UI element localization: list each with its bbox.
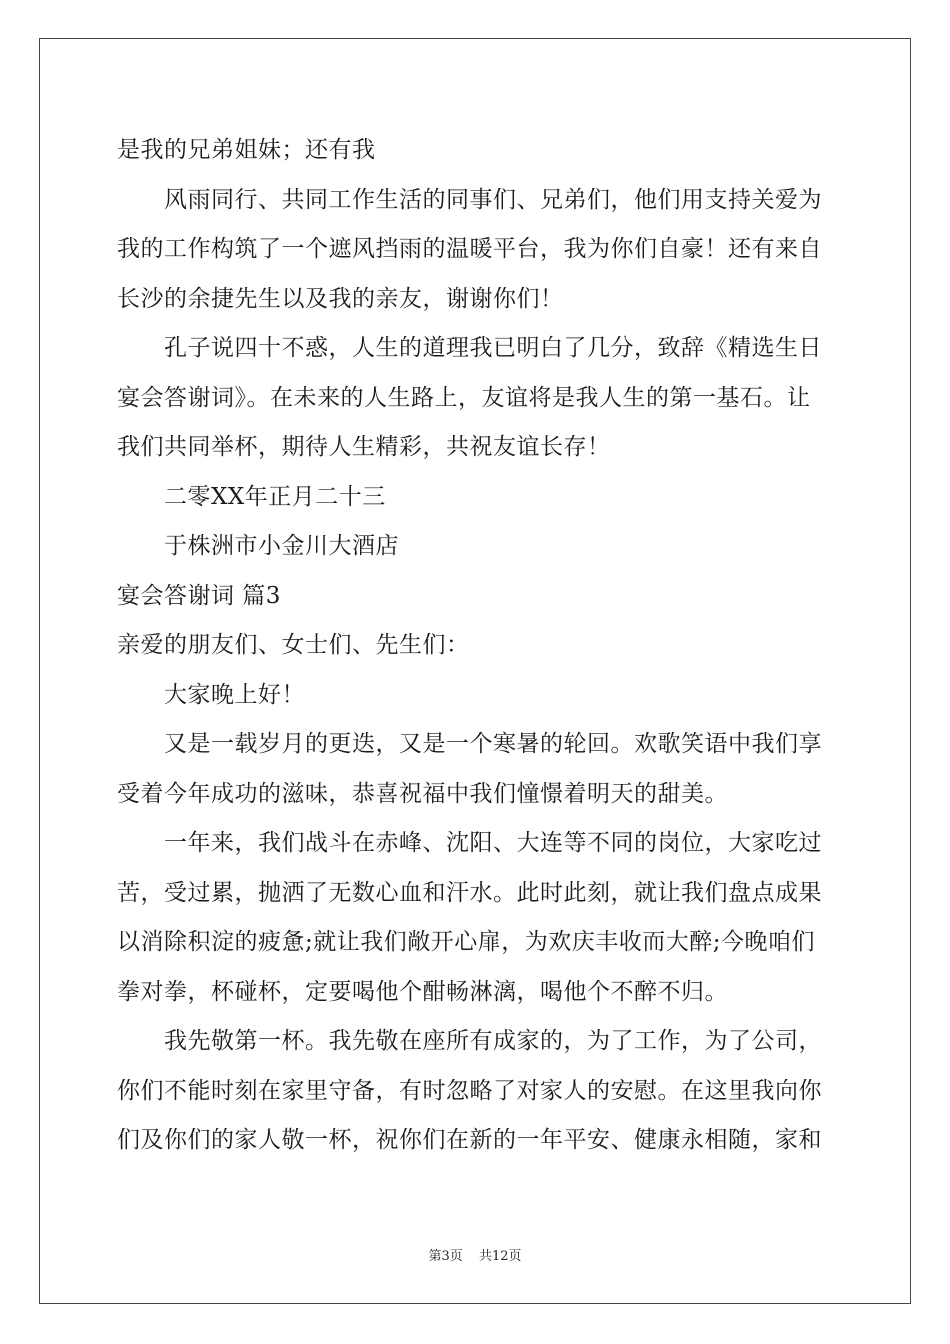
text-line: 我先敬第一杯。我先敬在座所有成家的，为了工作，为了公司， bbox=[164, 1028, 822, 1054]
page-number-total: 共12页 bbox=[478, 1249, 522, 1264]
text-line: 风雨同行、共同工作生活的同事们、兄弟们，他们用支持关爱为 bbox=[164, 186, 822, 213]
text-line: 们及你们的家人敬一杯，祝你们在新的一年平安、健康永相随，家和 bbox=[117, 1127, 822, 1153]
text-line: 拳对拳，杯碰杯，定要喝他个酣畅淋漓，喝他个不醉不归。 bbox=[117, 978, 728, 1005]
page-number-current: 第3页 bbox=[428, 1249, 463, 1264]
text-line: 长沙的余捷先生以及我的亲友，谢谢你们！ bbox=[117, 285, 564, 312]
text-line: 孔子说四十不惑，人生的道理我已明白了几分，致辞《精选生日 bbox=[164, 335, 822, 361]
text-line: 于株洲市小金川大酒店 bbox=[164, 533, 399, 559]
text-line: 受着今年成功的滋味，恭喜祝福中我们憧憬着明天的甜美。 bbox=[117, 780, 728, 807]
text-line: 宴会答谢词》。在未来的人生路上，友谊将是我人生的第一基石。让 bbox=[117, 384, 811, 411]
text-line: 我们共同举杯，期待人生精彩，共祝友谊长存！ bbox=[117, 434, 611, 460]
text-line: 你们不能时刻在家里守备，有时忽略了对家人的安慰。在这里我向你 bbox=[117, 1077, 822, 1104]
text-line: 宴会答谢词 篇3 bbox=[117, 582, 281, 609]
text-line: 是我的兄弟姐妹；还有我 bbox=[117, 137, 376, 163]
text-line: 又是一载岁月的更迭，又是一个寒暑的轮回。欢歌笑语中我们享 bbox=[164, 731, 822, 757]
text-line: 二零XX年正月二十三 bbox=[164, 483, 386, 510]
text-line: 一年来，我们战斗在赤峰、沈阳、大连等不同的岗位，大家吃过 bbox=[164, 830, 822, 856]
text-line: 我的工作构筑了一个遮风挡雨的温暖平台，我为你们自豪！还有来自 bbox=[117, 236, 822, 262]
text-line: 亲爱的朋友们、女士们、先生们： bbox=[117, 632, 470, 658]
text-line: 苦，受过累，抛洒了无数心血和汗水。此时此刻，就让我们盘点成果 bbox=[117, 879, 822, 906]
document-body bbox=[117, 126, 833, 1166]
page-footer bbox=[0, 1248, 950, 1266]
text-line: 大家晚上好！ bbox=[164, 681, 305, 708]
text-line: 以消除积淀的疲惫;就让我们敞开心扉，为欢庆丰收而大醉;今晚咱们 bbox=[117, 929, 815, 955]
